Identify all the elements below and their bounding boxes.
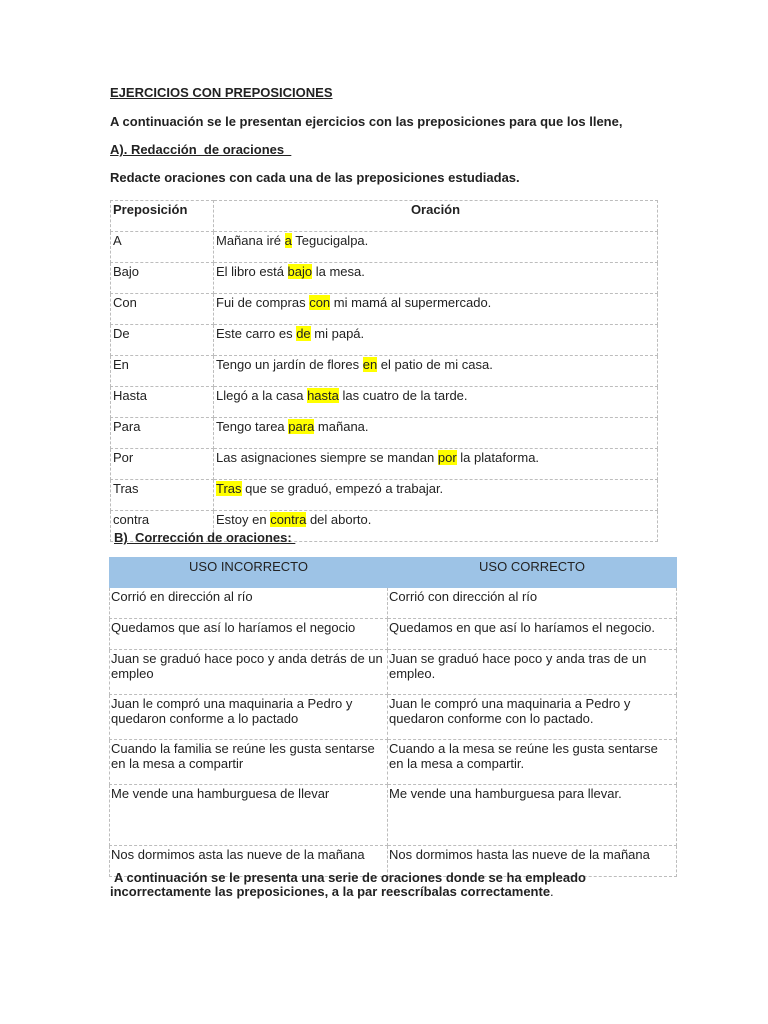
highlighted-preposition: con <box>309 295 331 310</box>
table-row <box>111 263 658 294</box>
highlighted-preposition: contra <box>270 512 307 527</box>
header-oracion: Oración <box>214 201 658 232</box>
corrections-table-header <box>110 558 677 588</box>
incorrect-cell: Juan le compró una maquinaria a Pedro y quedaron conforme a lo pactado <box>110 695 388 740</box>
highlighted-preposition: bajo <box>287 264 313 279</box>
prepositions-table-header <box>111 201 658 232</box>
sentence-cell: Llegó a la casa hasta las cuatro de la tarde. <box>214 387 658 418</box>
section-b-heading: B) Corrección de oraciones: <box>114 530 296 545</box>
section-a-heading: A). Redacción de oraciones <box>110 142 292 157</box>
incorrect-cell: Quedamos que así lo haríamos el negocio <box>110 619 388 650</box>
header-preposicion: Preposición <box>111 201 214 232</box>
incorrect-cell: Me vende una hamburguesa de llevar <box>110 785 388 846</box>
table-row <box>111 449 658 480</box>
preposition-cell: A <box>111 232 214 263</box>
table-row <box>110 695 677 740</box>
corrections-table <box>109 557 677 877</box>
sentence-cell: El libro está bajo la mesa. <box>214 263 658 294</box>
preposition-cell: Para <box>111 418 214 449</box>
preposition-cell: Con <box>111 294 214 325</box>
highlighted-preposition: a <box>284 233 292 248</box>
correct-cell: Quedamos en que así lo haríamos el negocio. <box>388 619 677 650</box>
correct-cell: Cuando a la mesa se reúne les gusta sentarse en la mesa a compartir. <box>388 740 677 785</box>
preposition-cell: En <box>111 356 214 387</box>
header-uso-incorrecto: USO INCORRECTO <box>110 558 388 588</box>
highlighted-preposition: Tras <box>216 481 242 496</box>
prepositions-table <box>110 200 658 542</box>
table-row <box>111 356 658 387</box>
correct-cell: Nos dormimos hasta las nueve de la mañana <box>388 846 677 877</box>
table-row <box>111 325 658 356</box>
table-row <box>110 740 677 785</box>
incorrect-cell: Corrió en dirección al río <box>110 588 388 619</box>
highlighted-preposition: por <box>437 450 457 465</box>
preposition-cell: Por <box>111 449 214 480</box>
table-row <box>110 619 677 650</box>
highlighted-preposition: hasta <box>307 388 339 403</box>
header-uso-correcto: USO CORRECTO <box>388 558 677 588</box>
incorrect-cell: Juan se graduó hace poco y anda detrás de un empleo <box>110 650 388 695</box>
correct-cell: Juan le compró una maquinaria a Pedro y quedaron conforme con lo pactado. <box>388 695 677 740</box>
sentence-cell: Tengo tarea para mañana. <box>214 418 658 449</box>
highlighted-preposition: para <box>288 419 315 434</box>
table-row <box>111 418 658 449</box>
preposition-cell: Tras <box>111 480 214 511</box>
outro-period: . <box>550 884 554 899</box>
sentence-cell: Tras que se graduó, empezó a trabajar. <box>214 480 658 511</box>
incorrect-cell: Nos dormimos asta las nueve de la mañana <box>110 846 388 877</box>
sentence-cell: Tengo un jardín de flores en el patio de mi casa. <box>214 356 658 387</box>
outro-text: A continuación se le presenta una serie de oraciones donde se ha empleado incorrectamente las preposiciones, a la par reescríbalas correctamente <box>110 870 586 899</box>
table-row <box>111 480 658 511</box>
incorrect-cell: Cuando la familia se reúne les gusta sentarse en la mesa a compartir <box>110 740 388 785</box>
table-row <box>110 588 677 619</box>
sentence-cell: Estoy en contra del aborto. <box>214 511 658 542</box>
document-title: EJERCICIOS CON PREPOSICIONES <box>110 85 333 100</box>
sentence-cell: Este carro es de mi papá. <box>214 325 658 356</box>
sentence-cell: Fui de compras con mi mamá al supermercado. <box>214 294 658 325</box>
table-row <box>111 294 658 325</box>
preposition-cell: Hasta <box>111 387 214 418</box>
outro-paragraph <box>110 871 650 899</box>
correct-cell: Juan se graduó hace poco y anda tras de un empleo. <box>388 650 677 695</box>
correct-cell: Corrió con dirección al río <box>388 588 677 619</box>
preposition-cell: contra <box>111 511 214 542</box>
table-row <box>111 232 658 263</box>
preposition-cell: De <box>111 325 214 356</box>
sentence-cell: Las asignaciones siempre se mandan por la plataforma. <box>214 449 658 480</box>
section-a-instruction: Redacte oraciones con cada una de las preposiciones estudiadas. <box>110 170 520 185</box>
preposition-cell: Bajo <box>111 263 214 294</box>
table-row <box>110 785 677 846</box>
highlighted-preposition: en <box>362 357 378 372</box>
highlighted-preposition: de <box>296 326 311 341</box>
table-row <box>111 387 658 418</box>
sentence-cell: Mañana iré a Tegucigalpa. <box>214 232 658 263</box>
correct-cell: Me vende una hamburguesa para llevar. <box>388 785 677 846</box>
intro-text: A continuación se le presentan ejercicios con las preposiciones para que los llene, <box>110 114 623 129</box>
table-row <box>110 650 677 695</box>
